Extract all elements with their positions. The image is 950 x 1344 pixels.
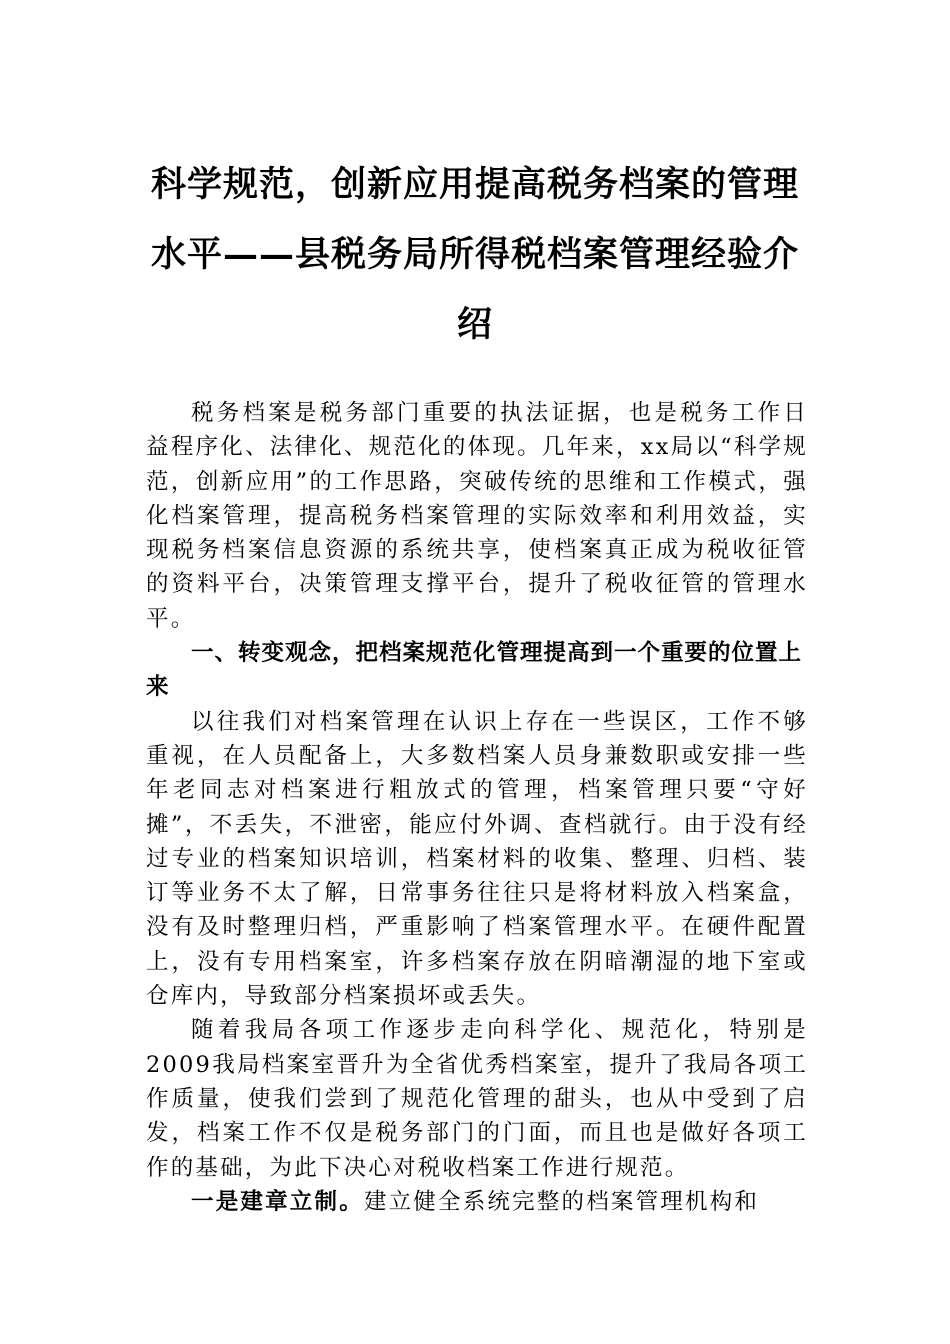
section-heading-1: 一、转变观念，把档案规范化管理提高到一个重要的位置上来	[146, 640, 803, 701]
section-1-paragraph-1: 以往我们对档案管理在认识上存在一些误区，工作不够重视，在人员配备上，大多数档案人员身兼数职或安排一些年老同志对档案进行粗放式的管理，档案管理只要“守好摊”，不丢失，不泄密，能应付外调、查档就行。由于没有经过专业的档案知识培训，档案材料的收集、整理、归档、装订等业务不太了解，日常事务往往只是将材料放入档案盒，没有及时整理归档，严重影响了档案管理水平。在硬件配置上，没有专用档案室，许多档案存放在阴暗潮湿的地下室或仓库内，导致部分档案损坏或丢失。	[146, 708, 808, 1010]
section-1-paragraph-2: 随着我局各项工作逐步走向科学化、规范化，特别是2009我局档案室晋升为全省优秀档案室，提升了我局各项工作质量，使我们尝到了规范化管理的甜头，也从中受到了启发，档案工作不仅是税务部门的门面，而且也是做好各项工作的基础，为此下决心对税收档案工作进行规范。	[146, 1017, 808, 1181]
point-1-paragraph	[146, 1185, 808, 1219]
document-body	[146, 396, 808, 1219]
point-1-lead: 一是建章立制。	[191, 1188, 364, 1215]
point-1-text: 建立健全系统完整的档案管理机构和	[363, 1188, 760, 1215]
document-title: 科学规范，创新应用提高税务档案的管理水平——县税务局所得税档案管理经验介绍	[150, 164, 799, 345]
intro-paragraph: 税务档案是税务部门重要的执法证据，也是税务工作日益程序化、法律化、规范化的体现。几年来，xx局以“科学规范，创新应用”的工作思路，突破传统的思维和工作模式，强化档案管理，提高税务档案管理的实际效率和利用效益，实现税务档案信息资源的系统共享，使档案真正成为税收征管的资料平台，决策管理支撑平台，提升了税收征管的管理水平。	[146, 400, 808, 632]
